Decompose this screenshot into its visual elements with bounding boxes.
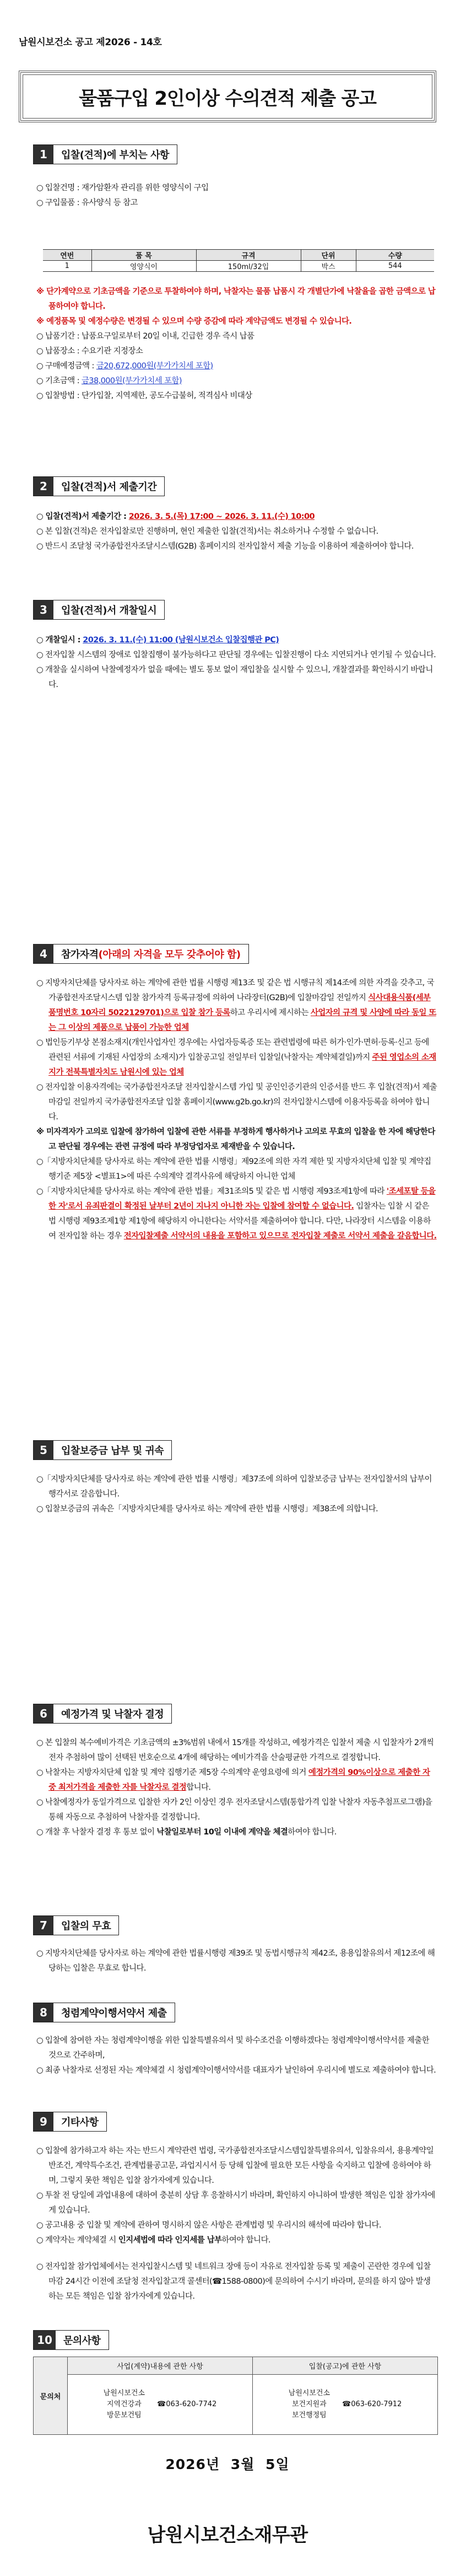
item-table	[43, 249, 434, 272]
section-number: 3	[34, 600, 53, 619]
col-header: 사업(계약)내용에 관한 사항	[68, 2357, 253, 2375]
submit-period-label: ○ 입찰(견적)서 제출기간 :	[36, 512, 129, 521]
contact-cell-1	[68, 2375, 253, 2435]
system-failure-note: ○ 전자입찰 시스템의 장애로 입찰집행이 불가능하다고 판단될 경우에는 입찰진행이 다소 지연되거나 연기될 수 있습니다.	[36, 651, 436, 659]
section-6-header	[33, 1704, 172, 1724]
section-number: 4	[34, 944, 53, 963]
integrity-note-1: ○ 입찰에 참여한 자는 청렴계약이행을 위한 입찰특별유의서 및 하수조건을 이행하겠다는 청렴계약이행서약서를 제출한 것으로 간주하며,	[36, 2036, 430, 2060]
contact-label: 문의처	[34, 2357, 68, 2435]
team-name: 방문보건팀	[106, 2411, 142, 2419]
section-number: 6	[34, 1704, 53, 1723]
budget-label: ○ 구매예정금액 :	[36, 362, 96, 371]
base-price-label: ○ 기초금액 :	[36, 377, 82, 385]
section-number: 1	[34, 145, 53, 164]
phone-number[interactable]: ☎063-620-7912	[342, 2400, 402, 2408]
contact-table	[33, 2357, 438, 2435]
section-4-body	[36, 976, 437, 1244]
col-header: 연번	[43, 250, 91, 261]
section-9-body	[36, 2144, 437, 2248]
e-bid-note: ○ 본 입찰(견적)은 전자입찰로만 진행하며, 현인 제출한 입찰(견적)서는 취소하거나 수정할 수 없습니다.	[36, 527, 378, 536]
section-number: 9	[34, 2112, 53, 2131]
g2b-note: ○ 반드시 조달청 국가종합전자조달시스템(G2B) 홈페이지의 전자입찰서 제출 기능을 이용하여 제출하여야 합니다.	[36, 542, 414, 551]
dept-name: 지역건강과	[106, 2400, 142, 2408]
section-1-header	[33, 144, 177, 164]
note-quantity-change: ※ 예정품목 및 예정수량은 변경될 수 있으며 수량 증감에 따라 계약금액도 변경될 수 있습니다.	[36, 317, 352, 326]
qualification-3: ○ 전자입찰 이용자격에는 국가종합전자조달 전자입찰시스템 가입 및 공인인증기관의 인증서를 반드 후 입찰(견적)서 제출 마감일 전일까지 국가종합전자조달 입찰 홈페이지(www.g2b.go.kr)의 전자입찰시스템에 이용자등록을 하여야 합니다.	[36, 1083, 437, 1121]
issuer-name: 남원시보건소재무관	[147, 2524, 308, 2546]
section-title: 입찰의 무효	[53, 1916, 118, 1935]
table-cell: 박스	[301, 261, 356, 272]
section-title: 입찰보증금 납부 및 귀속	[53, 1441, 171, 1459]
document-id: 남원시보건소 공고 제2026 - 14호	[19, 37, 162, 48]
section-title: 문의사항	[56, 2331, 109, 2349]
team-name: 보건행정팀	[291, 2411, 327, 2419]
section-8-header	[33, 2003, 175, 2022]
delivery-place: ○ 납품장소 : 수요기관 지정장소	[36, 347, 143, 356]
section-1-notes	[36, 285, 437, 404]
misc-note-1: ○ 입찰에 참가하고자 하는 자는 반드시 계약관련 법령, 국가종합전자조달시스템입찰특별유의서, 입찰유의서, 용용계약일반조건, 계약특수조건, 관계법률공고문, 과업지시서 등 당해 입찰에 필요한 모든 사항을 숙지하고 입찰에 응하여야 하며, 그렇지 못한 책임은 입찰 참가자에게 있습니다.	[36, 2146, 434, 2185]
budget-value: 금20,672,000원(부가가치세 포함)	[96, 362, 213, 371]
misc-note-5: ○ 전자입찰 참가업체에서는 전자입찰시스템 및 네트워크 장애 등이 자유로 전자입찰 등록 및 제출이 곤란한 경우에 입찰마감 24시간 이전에 조달청 전자입찰고객 콜센터(☎1588-0800)에 문의하여 수시기 바라며, 문의를 하지 않아 발생하는 모든 책임은 입찰 참가자에게 있습니다.	[36, 2262, 431, 2301]
purchase-items: ○ 구입물품 : 유사양식 등 참고	[36, 198, 138, 207]
tie-rule: ○ 낙찰예정자가 동일가격으로 입찰한 자가 2인 이상인 경우 전자조달시스템(통합가격 입찰 낙찰자 자동추첨프로그램)을 통해 자동으로 추첨하여 낙찰자를 결정합니다.	[36, 1798, 432, 1822]
qualification-1: ○ 지방자치단체를 당사자로 하는 계약에 관한 법률 시행령 제13조 및 같은 법 시행규칙 제14조에 의한 자격을 갖추고, 국가종합전자조달시스템 입찰 참가자격 등록규정에 의하여 나라장터(G2B)에 입찰마감일 전일까지 식사대용식품(세부품명번호 10자리 5022129701)으로 입찰 참가 등록하고 우리시에 제시하는 사업자의 규격 및 사양에 따라 동일 또는 그 이상의 제품으로 납품이 가능한 업체	[36, 979, 436, 1032]
col-header: 단위	[301, 250, 356, 261]
section-number: 10	[34, 2331, 56, 2349]
reserve-price-note: ○ 본 입찰의 복수예비가격은 기초금액의 ±3%범위 내에서 15개를 작성하고, 예정가격은 입찰서 제출 시 입찰자가 2개씩 전자 추첨하여 많이 선택된 번호순으로 4개에 해당하는 예비가격을 산술평균한 가격으로 결정합니다.	[36, 1738, 434, 1762]
contract-deadline: ○ 개찰 후 낙찰자 결정 후 통보 없이 낙찰일로부터 10일 이내에 계약을 체결하여야 합니다.	[36, 1828, 337, 1837]
purchase-name: ○ 입찰건명 : 재가암환자 관리를 위한 영양식이 구입	[36, 184, 209, 192]
misc-note-3: ○ 공고내용 중 입찰 및 계약에 관하여 명시하지 않은 사항은 관계법령 및 우리시의 해석에 따라야 합니다.	[36, 2221, 381, 2230]
submit-period-value: 2026. 3. 5.(목) 17:00 ~ 2026. 3. 11.(수) 10:00	[128, 512, 315, 521]
section-title: 청렴계약이행서약서 제출	[53, 2003, 175, 2022]
table-cell: 1	[43, 261, 91, 272]
section-title: 입찰(견적)에 부치는 사항	[53, 145, 177, 164]
col-header: 수량	[356, 250, 434, 261]
deposit-note-2: ○ 입찰보증금의 귀속은「지방자치단체를 당사자로 하는 계약에 관한 법률 시행령」제38조에 의합니다.	[36, 1505, 378, 1514]
opening-value: 2026. 3. 11.(수) 11:00 (남원시보건소 입찰집행관 PC)	[83, 636, 279, 645]
section-4-header	[33, 944, 249, 964]
winner-rule: ○ 낙찰자는 지방자치단체 입찰 및 계약 집행기준 제5장 수의계약 운영요령에 의거 예정가격의 90%이상으로 제출한 자 중 최저가격을 제출한 자를 낙찰자로 결정합니다.	[36, 1768, 430, 1792]
warning-note: ※ 미자격자가 고의로 입찰에 참가하여 입찰에 관한 서류를 부정하게 행사하거나 고의로 무효의 입찰을 한 자에 해당한다고 판단될 경우에는 관련 규정에 따라 부정당업자로 제재받을 수 있습니다.	[36, 1128, 435, 1151]
section-3-body	[36, 633, 437, 693]
invalid-bid-note: ○ 지방자치단체를 당사자로 하는 계약에 관한 법률시행령 제39조 및 동법시행규칙 제42조, 용용입찰유의서 제12조에 해당하는 입찰은 무효로 합니다.	[36, 1949, 435, 1973]
section-6-body	[36, 1736, 437, 1840]
section-number: 5	[34, 1441, 53, 1459]
section-8-body	[36, 2033, 437, 2078]
qualification-5: ○「지방자치단체를 당사자로 하는 계약에 관한 법률 시행령」제92조에 의한 자격 제한 및 지방자치단체 입찰 및 계약집행기준 제5장 <별표1>에 따른 수의계약 결격사유에 해당하지 아니한 업체	[36, 1157, 431, 1181]
table-cell: 영양식이	[91, 261, 196, 272]
page-title: 물품구입 2인이상 수의견적 제출 공고	[79, 87, 376, 110]
table-row	[43, 261, 434, 272]
qualification-6: ○「지방자치단체를 당사자로 하는 계약에 관한 법률」제31조의5 및 같은 법 시행령 제93조제1항에 따라 '조세포탈 등을 한 자'로서 유죄판결이 확정된 날부터 2년이 지나지 아니한 자는 입찰에 참여할 수 없습니다. 입찰자는 입찰 시 같은 법 시행령 제93조제1항 제1항에 해당하지 아니한다는 서약서를 제출하여야 합니다. 다만, 나라장터 시스템을 이용하여 전자입찰 하는 경우 전자입찰제출 서약서의 내용을 포함하고 있으므로 전자입찰 제출로 서약서 제출을 갈음합니다.	[36, 1187, 437, 1241]
rebid-note: ○ 개찰을 실시하여 낙찰예정자가 없을 때에는 별도 통보 없이 재입찰을 실시할 수 있으니, 개찰결과를 확인하시기 바랍니다.	[36, 666, 433, 689]
org-name: 남원시보건소	[103, 2389, 145, 2397]
section-title: 입찰(견적)서 제출기간	[53, 477, 164, 496]
section-number: 2	[34, 477, 53, 496]
section-1-body	[36, 181, 437, 211]
title-box	[19, 71, 436, 122]
dept-name: 보건지원과	[291, 2400, 327, 2408]
base-price-value: 금38,000원(부가가치세 포함)	[82, 377, 182, 385]
org-name: 남원시보건소	[288, 2389, 331, 2397]
section-9-footer	[36, 2260, 437, 2304]
section-title: 기타사항	[53, 2112, 106, 2131]
section-2-body	[36, 509, 437, 554]
misc-note-4: ○ 계약자는 계약체결 시 인지세법에 따라 인지세를 납부하여야 합니다.	[36, 2236, 270, 2245]
misc-note-2: ○ 투찰 전 당일에 과업내용에 대하여 충분히 상담 후 응찰하시기 바라며, 확인하지 아니하여 발생한 책임은 입찰 참가자에게 있습니다.	[36, 2191, 435, 2215]
section-7-header	[33, 1915, 119, 1935]
table-cell: 544	[356, 261, 434, 272]
table-cell: 150ml/32입	[196, 261, 301, 272]
col-header: 품 목	[91, 250, 196, 261]
section-5-header	[33, 1440, 172, 1460]
deposit-note-1: ○「지방자치단체를 당사자로 하는 계약에 관한 법률 시행령」제37조에 의하여 입찰보증금 납부는 전자입찰서의 납부이행각서로 갈음합니다.	[36, 1475, 432, 1499]
section-5-body	[36, 1472, 437, 1517]
section-9-header	[33, 2112, 107, 2132]
section-title: 참가자격	[61, 949, 99, 960]
phone-number[interactable]: ☎063-620-7742	[157, 2400, 217, 2408]
bid-method: ○ 입찰방법 : 단가입찰, 지역제한, 공도수급불허, 적격심사 비대상	[36, 391, 252, 400]
col-header: 규격	[196, 250, 301, 261]
section-title-note: (아래의 자격을 모두 갖추어야 함)	[98, 949, 241, 960]
opening-label: ○ 개찰일시 :	[36, 636, 83, 645]
section-title: 예정가격 및 낙찰자 결정	[53, 1704, 171, 1723]
notice-date: 2026년 3월 5일	[165, 2456, 290, 2472]
section-2-header	[33, 476, 165, 496]
qualification-2: ○ 법인등기부상 본점소재지(개인사업자인 경우에는 사업자등록증 또는 관련법령에 따른 허가·인가·면허·등록·신고 등에 관련된 서류에 기재된 사업장의 소재지)가 입찰공고일 전일부터 입찰일(낙찰자는 계약체결일)까지 주된 영업소의 소재지가 전북특별자치도 남원시에 있는 업체	[36, 1038, 436, 1077]
delivery-period: ○ 납품기간 : 납품요구일로부터 20일 이내, 긴급한 경우 즉시 납품	[36, 332, 254, 341]
section-number: 7	[34, 1916, 53, 1935]
section-number: 8	[34, 2003, 53, 2022]
section-title: 입찰(견적)서 개찰일시	[53, 600, 164, 619]
section-10-header	[33, 2330, 109, 2350]
col-header: 입찰(공고)에 관한 사항	[253, 2357, 438, 2375]
section-7-body	[36, 1946, 437, 1976]
contact-cell-2	[253, 2375, 438, 2435]
section-3-header	[33, 600, 165, 620]
note-unit-price: ※ 단가계약으로 기초금액을 기준으로 투찰하여야 하며, 낙찰자는 물품 납품시 각 개별단가에 낙찰율을 곱한 금액으로 납품하여야 합니다.	[36, 287, 436, 311]
integrity-note-2: ○ 최종 낙찰자로 선정된 자는 계약체결 시 청렴계약이행서약서를 대표자가 날인하여 우리시에 별도로 제출하여야 합니다.	[36, 2066, 436, 2075]
